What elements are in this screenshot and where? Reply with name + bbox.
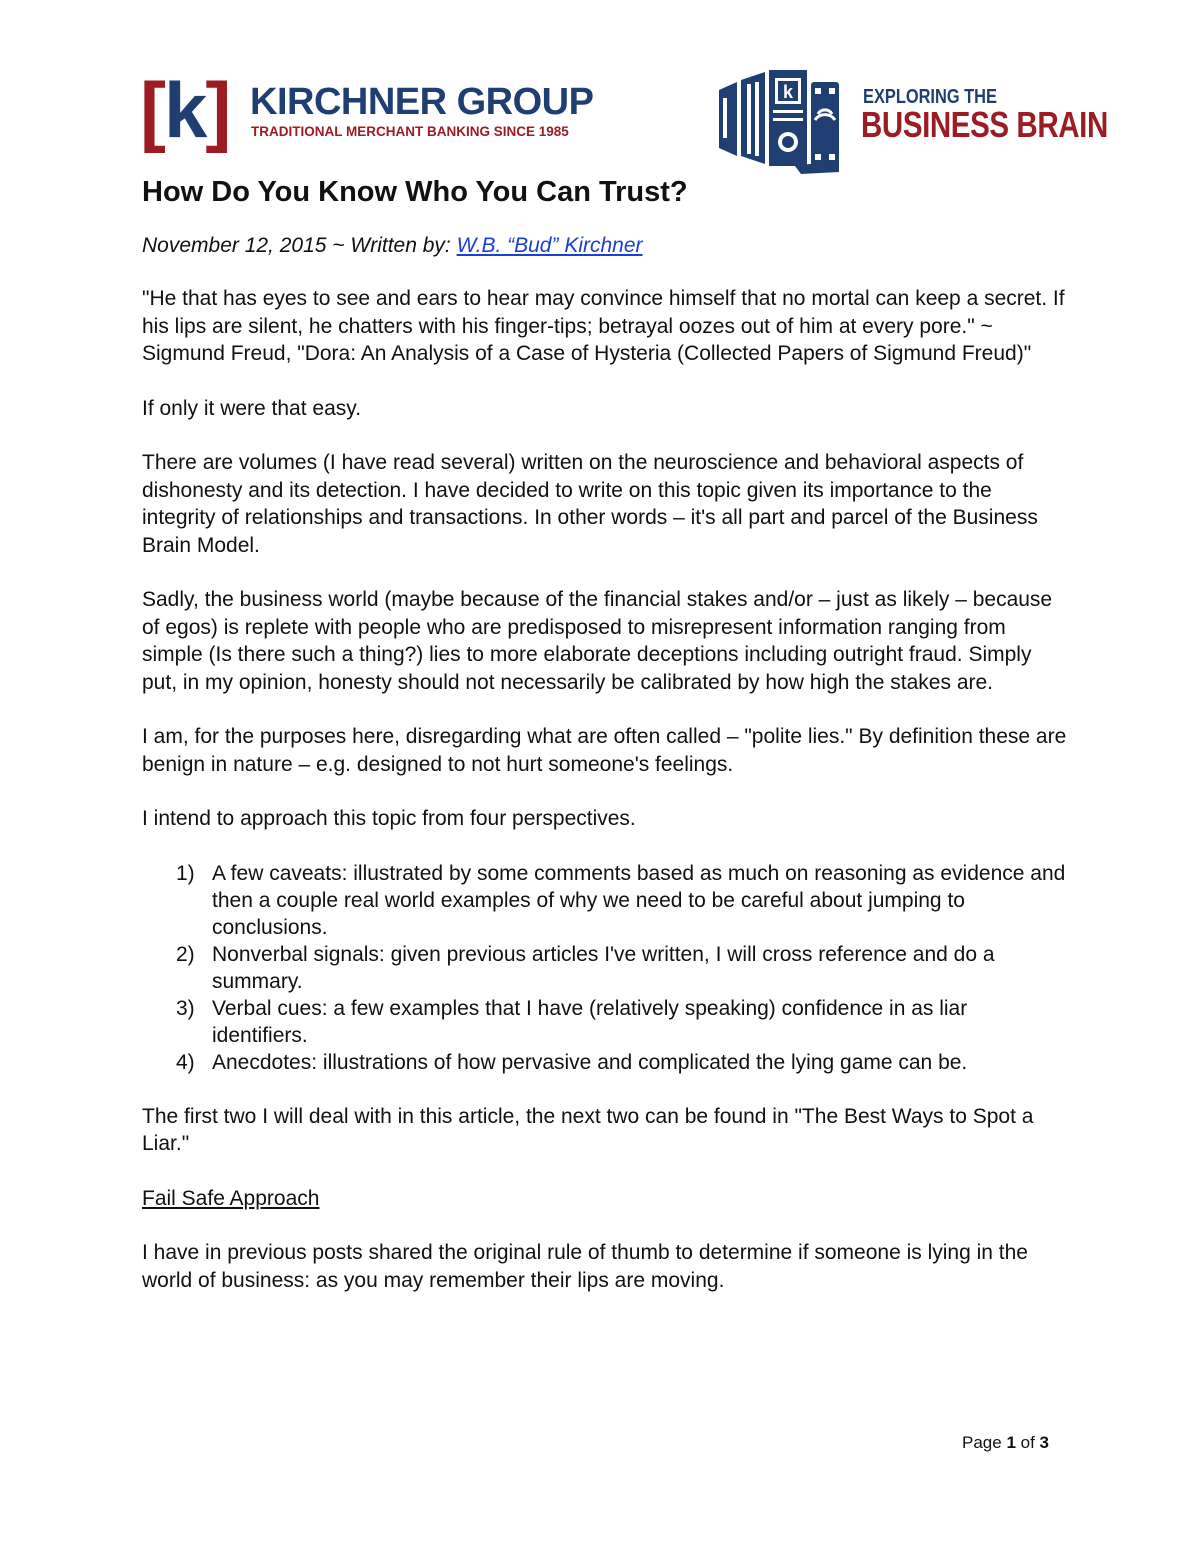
logo-exploring-text: EXPLORING THE — [863, 86, 997, 108]
paragraph: The first two I will deal with in this article, the next two can be found in "The Best Ways to Spot a Liar." — [142, 1104, 1034, 1155]
mark-k-letter: k — [782, 82, 794, 102]
logo-business-brain-text: BUSINESS BRAIN — [861, 104, 1108, 145]
article-byline — [142, 232, 1067, 260]
list-item — [142, 860, 1067, 941]
paragraph: If only it were that easy. — [142, 396, 362, 420]
of-word: of — [1015, 1433, 1040, 1452]
logo-bracket-close: ] — [205, 66, 230, 154]
byline-date: November 12, 2015 ~ Written by: — [142, 234, 457, 257]
list-item-text: A few caveats: illustrated by some comments based as much on reasoning as evidence and then a couple real world examples of why we need to be careful about jumping to conclusions. — [212, 861, 1066, 939]
logo-tagline: TRADITIONAL MERCHANT BANKING SINCE 1985 — [251, 124, 569, 139]
business-brain-logo — [715, 68, 1108, 174]
logo-k-letter: k — [163, 66, 206, 154]
perspectives-list — [142, 860, 1067, 1076]
kirchner-k-mark — [140, 66, 230, 154]
list-item-text: Anecdotes: illustrations of how pervasive and complicated the lying game can be. — [212, 1050, 968, 1074]
author-link[interactable]: W.B. “Bud” Kirchner — [456, 234, 643, 257]
list-item-number: 3) — [176, 996, 195, 1020]
freud-quote-paragraph: "He that has eyes to see and ears to hear may convince himself that no mortal can keep a secret. If his lips are silent, he chatters with his finger-tips; betrayal oozes out of him at every pore." ~ Sigmund Freud, "Dora: An Analysis of a Case of Hysteria (Collected Papers of Sigmund Freud)" — [142, 287, 1065, 365]
paragraph: There are volumes (I have read several) written on the neuroscience and behavioral aspects of dishonesty and its detection. I have decided to write on this topic given its importance to the integrity of relationships and transactions. In other words – it's all part and parcel of the Business Brain Model. — [142, 451, 1038, 557]
kirchner-group-logo — [140, 66, 620, 154]
list-item — [142, 941, 1067, 995]
total-pages: 3 — [1039, 1433, 1049, 1452]
section-heading: Fail Safe Approach — [142, 1186, 320, 1210]
list-item-number: 1) — [176, 861, 195, 885]
list-item — [142, 1049, 1067, 1076]
business-brain-filmstrip-icon — [715, 68, 855, 174]
paragraph: Sadly, the business world (maybe because of the financial stakes and/or – just as likely – because of egos) is replete with people who are predisposed to misrepresent information ranging from simple (Is there such a thing?) lies to more elaborate deceptions including outright fraud. Simply put, in my opinion, honesty should not necessarily be calibrated by how high the stakes are. — [142, 588, 1053, 694]
current-page: 1 — [1006, 1433, 1016, 1452]
article-body — [142, 174, 1067, 1294]
logo-bracket-open: [ — [140, 66, 164, 154]
list-item — [142, 995, 1067, 1049]
paragraph: I have in previous posts shared the original rule of thumb to determine if someone is lying in the world of business: as you may remember their lips are moving. — [142, 1241, 1028, 1292]
article-title: How Do You Know Who You Can Trust? — [142, 176, 688, 208]
list-item-number: 4) — [176, 1050, 195, 1074]
list-item-text: Verbal cues: a few examples that I have (relatively speaking) confidence in as liar identifiers. — [212, 996, 968, 1047]
paragraph: I am, for the purposes here, disregarding what are often called – "polite lies." By definition these are benign in nature – e.g. designed to not hurt someone's feelings. — [142, 725, 1067, 776]
paragraph: I intend to approach this topic from four perspectives. — [142, 807, 636, 830]
page-word: Page — [962, 1433, 1007, 1452]
list-item-text: Nonverbal signals: given previous articles I've written, I will cross reference and do a summary. — [212, 942, 995, 993]
page-number — [962, 1432, 1049, 1454]
logo-company-name: KIRCHNER GROUP — [250, 81, 594, 123]
list-item-number: 2) — [176, 942, 195, 966]
